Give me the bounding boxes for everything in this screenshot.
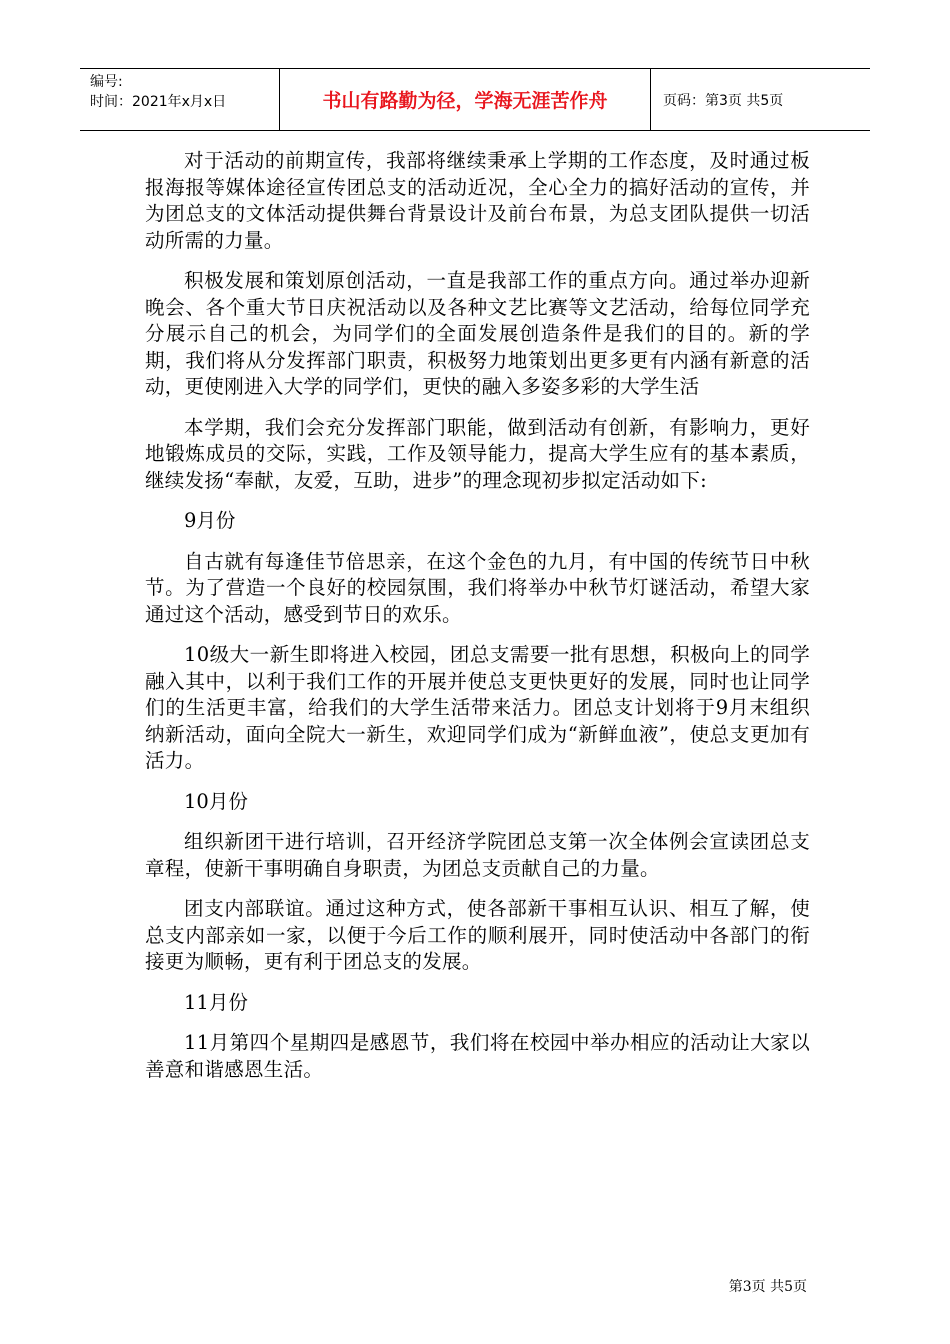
page-footer-number: 第3页 共5页	[728, 1279, 807, 1295]
paragraph: 对于活动的前期宣传，我部将继续秉承上学期的工作态度，及时通过板报海报等媒体途径宣传团总支的活动近况，全心全力的搞好活动的宣传，并为团总支的文体活动提供舞台背景设计及前台布景，为总支团队提供一切活动所需的力量。	[145, 149, 810, 252]
paragraph: 积极发展和策划原创活动，一直是我部工作的重点方向。通过举办迎新晚会、各个重大节日庆祝活动以及各种文艺比赛等文艺活动，给每位同学充分展示自己的机会，为同学们的全面发展创造条件是我们的目的。新的学期，我们将从分发挥部门职责，积极努力地策划出更多更有内涵有新意的活动，更使刚进入大学的同学们，更快的融入多姿多彩的大学生活	[145, 269, 810, 398]
page-header	[80, 68, 870, 131]
month-heading: 10月份	[184, 789, 248, 813]
paragraph: 自古就有每逢佳节倍思亲，在这个金色的九月，有中国的传统节日中秋节。为了营造一个良好的校园氛围，我们将举办中秋节灯谜活动，希望大家通过这个活动，感受到节日的欢乐。	[145, 549, 810, 626]
document-time-label: 时间：2021年x月x日	[90, 94, 227, 110]
paragraph: 组织新团干进行培训，召开经济学院团总支第一次全体例会宣读团总支章程，使新干事明确自身职责，为团总支贡献自己的力量。	[145, 830, 810, 880]
paragraph: 本学期，我们会充分发挥部门职能，做到活动有创新，有影响力，更好地锻炼成员的交际，实践，工作及领导能力，提高大学生应有的基本素质，继续发扬“奉献，友爱，互助，进步”的理念现初步拟定活动如下:	[145, 415, 810, 492]
document-body	[145, 148, 810, 1097]
month-heading: 11月份	[184, 990, 248, 1014]
paragraph: 10级大一新生即将进入校园，团总支需要一批有思想，积极向上的同学融入其中，以利于我们工作的开展并使总支更快更好的发展，同时也让同学们的生活更丰富，给我们的大学生活带来活力。团总支计划将于9月末组织纳新活动，面向全院大一新生，欢迎同学们成为“新鲜血液”，使总支更加有活力。	[145, 643, 810, 772]
paragraph: 团支内部联谊。通过这种方式，使各部新干事相互认识、相互了解，使总支内部亲如一家，以便于今后工作的顺利展开，同时使活动中各部门的衔接更为顺畅，更有利于团总支的发展。	[145, 897, 810, 973]
header-meta	[80, 69, 280, 130]
header-page-number: 页码：第3页 共5页	[663, 92, 784, 109]
month-heading: 9月份	[184, 509, 236, 532]
paragraph: 11月第四个星期四是感恩节，我们将在校园中举办相应的活动让大家以善意和谐感恩生活。	[145, 1031, 810, 1081]
document-number-label: 编号:	[90, 74, 123, 90]
header-motto: 书山有路勤为径，学海无涯苦作舟	[280, 69, 651, 130]
